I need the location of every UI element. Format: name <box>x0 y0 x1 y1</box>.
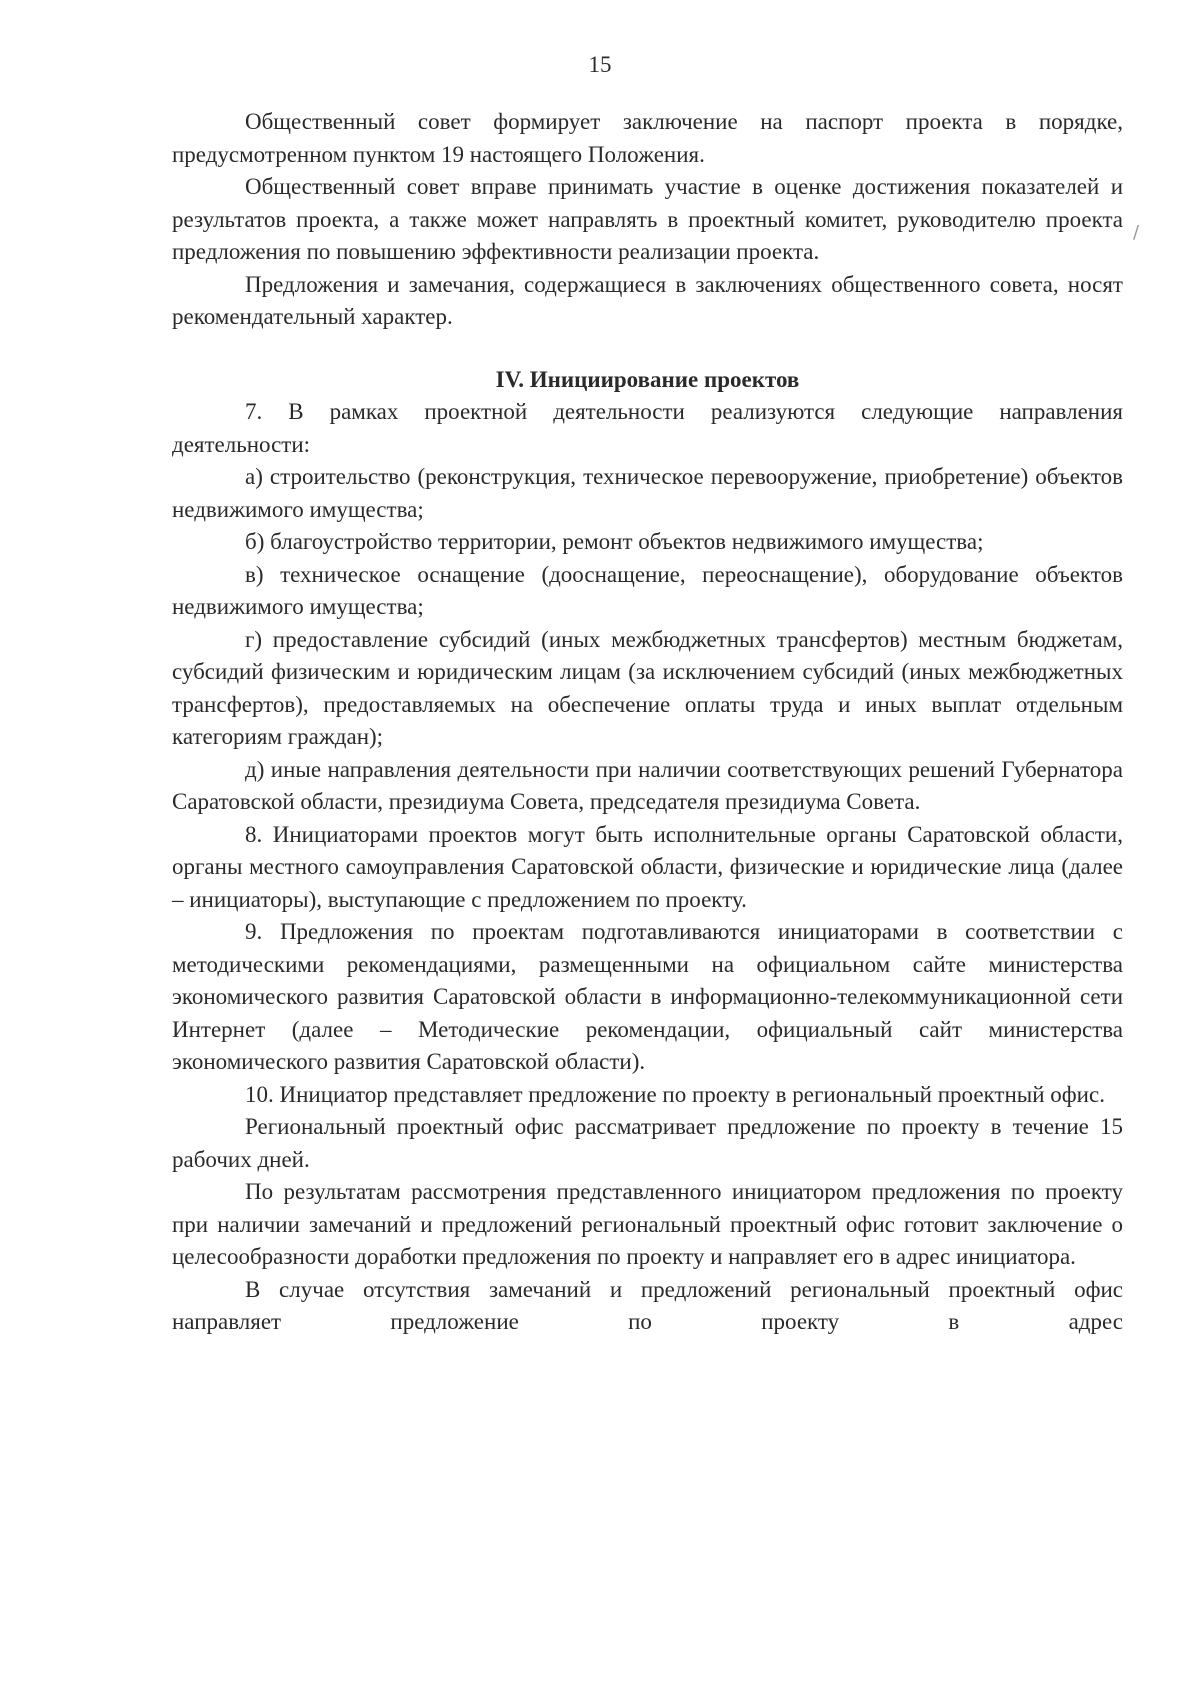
paragraph-no-remarks: В случае отсутствия замечаний и предложений региональный проектный офис направляет предложение по проекту в адрес <box>172 1276 1129 1334</box>
paragraph-council-recommendations: Предложения и замечания, содержащиеся в заключениях общественного совета, носят рекомендательный характер. <box>172 271 1129 329</box>
paragraph-item-7v: в) техническое оснащение (дооснащение, переоснащение), оборудование объектов недвижимого имущества; <box>172 561 1129 619</box>
paragraph-council-rights: Общественный совет вправе принимать участие в оценке достижения показателей и результатов проекта, а также может направлять в проектный комитет, руководителю проекта предложения по повышению эффективности реализации проекта. <box>172 174 1129 264</box>
paragraph-review-results: По результатам рассмотрения представленного инициатором предложения по проекту при наличии замечаний и предложений региональный проектный офис готовит заключение о целесообразности доработки предложения по проекту и направляет его в адрес инициатора. <box>172 1179 1129 1269</box>
paragraph-item-7b: б) благоустройство территории, ремонт объектов недвижимого имущества; <box>245 529 984 554</box>
paragraph-item-8: 8. Инициаторами проектов могут быть исполнительные органы Саратовской области, органы местного самоуправления Саратовской области, физические и юридические лица (далее – инициаторы), выступающие с предложением по проекту. <box>172 821 1129 912</box>
paragraph-council-conclusion: Общественный совет формирует заключение на паспорт проекта в порядке, предусмотренном пунктом 19 настоящего Положения. <box>172 109 1129 167</box>
paragraph-item-9: 9. Предложения по проектам подготавливаются инициаторами в соответствии с методическими рекомендациями, размещенными на официальном сайте министерства экономического развития Саратовской области в информационно-телекоммуникационной сети Интернет (далее – Методические рекомендации, официальный сайт министерства экономического развития Саратовской области). <box>172 919 1129 1074</box>
page-number: 15 <box>588 52 612 77</box>
paragraph-item-10: 10. Инициатор представляет предложение по проекту в региональный проектный офис. <box>245 1081 1105 1107</box>
margin-mark: / <box>1133 222 1140 243</box>
paragraph-item-7: 7. В рамках проектной деятельности реализуются следующие направления деятельности: <box>172 399 1129 457</box>
section-heading: IV. Инициирование проектов <box>495 366 800 392</box>
paragraph-review-period: Региональный проектный офис рассматривает предложение по проекту в течение 15 рабочих дней. <box>172 1114 1129 1172</box>
paragraph-item-7a: а) строительство (реконструкция, техническое перевооружение, приобретение) объектов недвижимого имущества; <box>172 464 1129 522</box>
paragraph-item-7d: д) иные направления деятельности при наличии соответствующих решений Губернатора Саратовской области, президиума Совета, председателя президиума Совета. <box>172 756 1129 814</box>
document-body <box>172 106 1129 1339</box>
paragraph-item-7g: г) предоставление субсидий (иных межбюджетных трансфертов) местным бюджетам, субсидий физическим и юридическим лицам (за исключением субсидий (иных межбюджетных трансфертов), предоставляемых на обеспечение оплаты труда и иных выплат отдельным категориям граждан); <box>172 626 1129 749</box>
